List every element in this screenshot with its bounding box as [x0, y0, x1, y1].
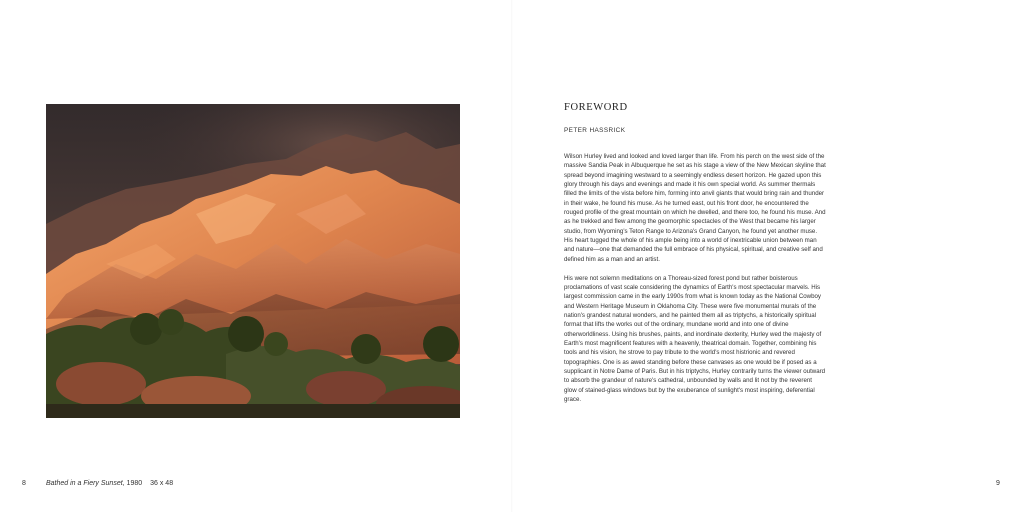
foreword-header: [564, 102, 824, 134]
page-gutter: [511, 0, 513, 512]
caption-year: , 1980: [122, 480, 143, 487]
page-number-right: 9: [996, 480, 1000, 487]
page-number-left: 8: [22, 480, 26, 487]
caption-dimensions: 36 x 48: [150, 480, 174, 487]
painting-image: [46, 104, 460, 418]
page-title: FOREWORD: [564, 102, 628, 113]
paragraph: Wilson Hurley lived and looked and loved larger than life. From his perch on the west side of the massive Sandia Peak in Albuquerque he set as his stage a view of the New Mexican skyline that spread beyond imagining westward to a seemingly endless desert horizon. He gazed upon this glory through his days and evenings and made it his own special world. As summer thermals filled the limits of the vista before him, forming into anvil giants that would bring rain and thunder in their wake, he found his muse. As he turned east, out his front door, he encountered the rouged profile of the great mountain on which he dwelled, and there too, he found his muse. And as he trekked and flew among the geomorphic spectacles of the West that became his larger studio, from Wyoming's Teton Range to Arizona's Grand Canyon, he found yet another muse. His heart tugged the whole of his ample being into a world of inextricable union between man and nature—one that demanded the full embrace of his physical, spiritual, and creative self and defined him as a man and an artist.: [564, 153, 826, 263]
paragraph: His were not solemn meditations on a Thoreau-sized forest pond but rather boisterous proclamations of vast scale considering the dynamics of Earth's most spectacular marvels. His largest commission came in the early 1990s from what is known today as the National Cowboy and Western Heritage Museum in Oklahoma City. These were five monumental murals of the nation's grandest natural wonders, and he painted them all as triptychs, a historically spiritual format that lifts the works out of the ordinary, mundane world and into one of divine otherworldliness. Using his brushes, paints, and inordinate dexterity, Hurley wed the majesty of Earth's most magnificent features with a heavenly, theatrical domain. Together, combining his tools and his vision, he strove to pay tribute to the world's most histrionic and revered topographies. One is as awed standing before these canvases as one would be if posed as a supplicant in Notre Dame of Paris. But in his triptychs, Hurley contrarily turns the viewer outward to absorb the grandeur of nature's cathedral, unbounded by walls and lit not by the reverent glow of stained-glass windows but by the exuberance of sunlight's most inspiring, deferential grace.: [564, 274, 826, 403]
painting-caption: [46, 480, 173, 487]
author-name: PETER HASSRICK: [564, 127, 626, 134]
caption-title: Bathed in a Fiery Sunset: [46, 480, 123, 487]
foreword-body: [564, 152, 826, 414]
